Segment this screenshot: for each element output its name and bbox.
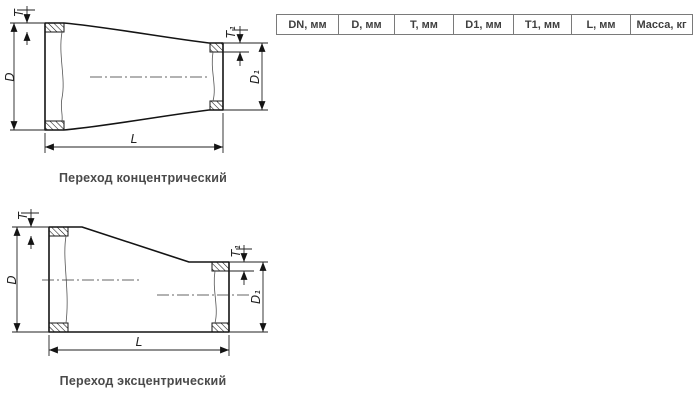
dim-label-t1: T₁ xyxy=(229,244,243,258)
break-line-right xyxy=(212,52,214,101)
right-wall-section-top xyxy=(210,43,223,52)
column-header: T, мм xyxy=(395,15,454,35)
dim-label-t1: T₁ xyxy=(224,25,238,39)
concentric-caption: Переход концентрический xyxy=(58,171,227,185)
column-header: L, мм xyxy=(572,15,631,35)
dim-label-d: D xyxy=(3,72,17,82)
right-wall-section-top xyxy=(212,262,229,271)
dimensions xyxy=(3,6,268,153)
column-header: T1, мм xyxy=(514,15,572,35)
dim-label-t: T xyxy=(12,9,26,17)
dim-label-l: L xyxy=(135,335,143,349)
spec-table xyxy=(276,14,693,35)
column-header: D, мм xyxy=(339,15,395,35)
left-wall-section-top xyxy=(49,227,68,236)
break-line-left xyxy=(61,32,63,121)
eccentric-reducer-drawing xyxy=(2,195,274,369)
right-wall-section-bottom xyxy=(210,101,223,110)
left-wall-section-top xyxy=(45,23,64,32)
break-line-left xyxy=(65,236,67,323)
eccentric-caption: Переход эксцентрический xyxy=(59,374,227,388)
column-header: DN, мм xyxy=(277,15,339,35)
cone-body xyxy=(42,227,250,332)
dim-label-l: L xyxy=(130,132,138,146)
column-header: D1, мм xyxy=(454,15,514,35)
cone-body xyxy=(45,23,223,130)
column-header: Масса, кг xyxy=(631,15,693,35)
dim-label-d: D xyxy=(5,275,19,285)
dim-label-d1: D₁ xyxy=(248,69,262,85)
dim-label-d1: D₁ xyxy=(249,289,263,305)
header-row xyxy=(277,15,693,35)
left-wall-section-bottom xyxy=(45,121,64,130)
dim-label-t: T xyxy=(16,212,30,220)
concentric-reducer-drawing xyxy=(2,0,274,162)
right-wall-section-bottom xyxy=(212,323,229,332)
left-wall-section-bottom xyxy=(49,323,68,332)
break-line-right xyxy=(214,271,216,323)
